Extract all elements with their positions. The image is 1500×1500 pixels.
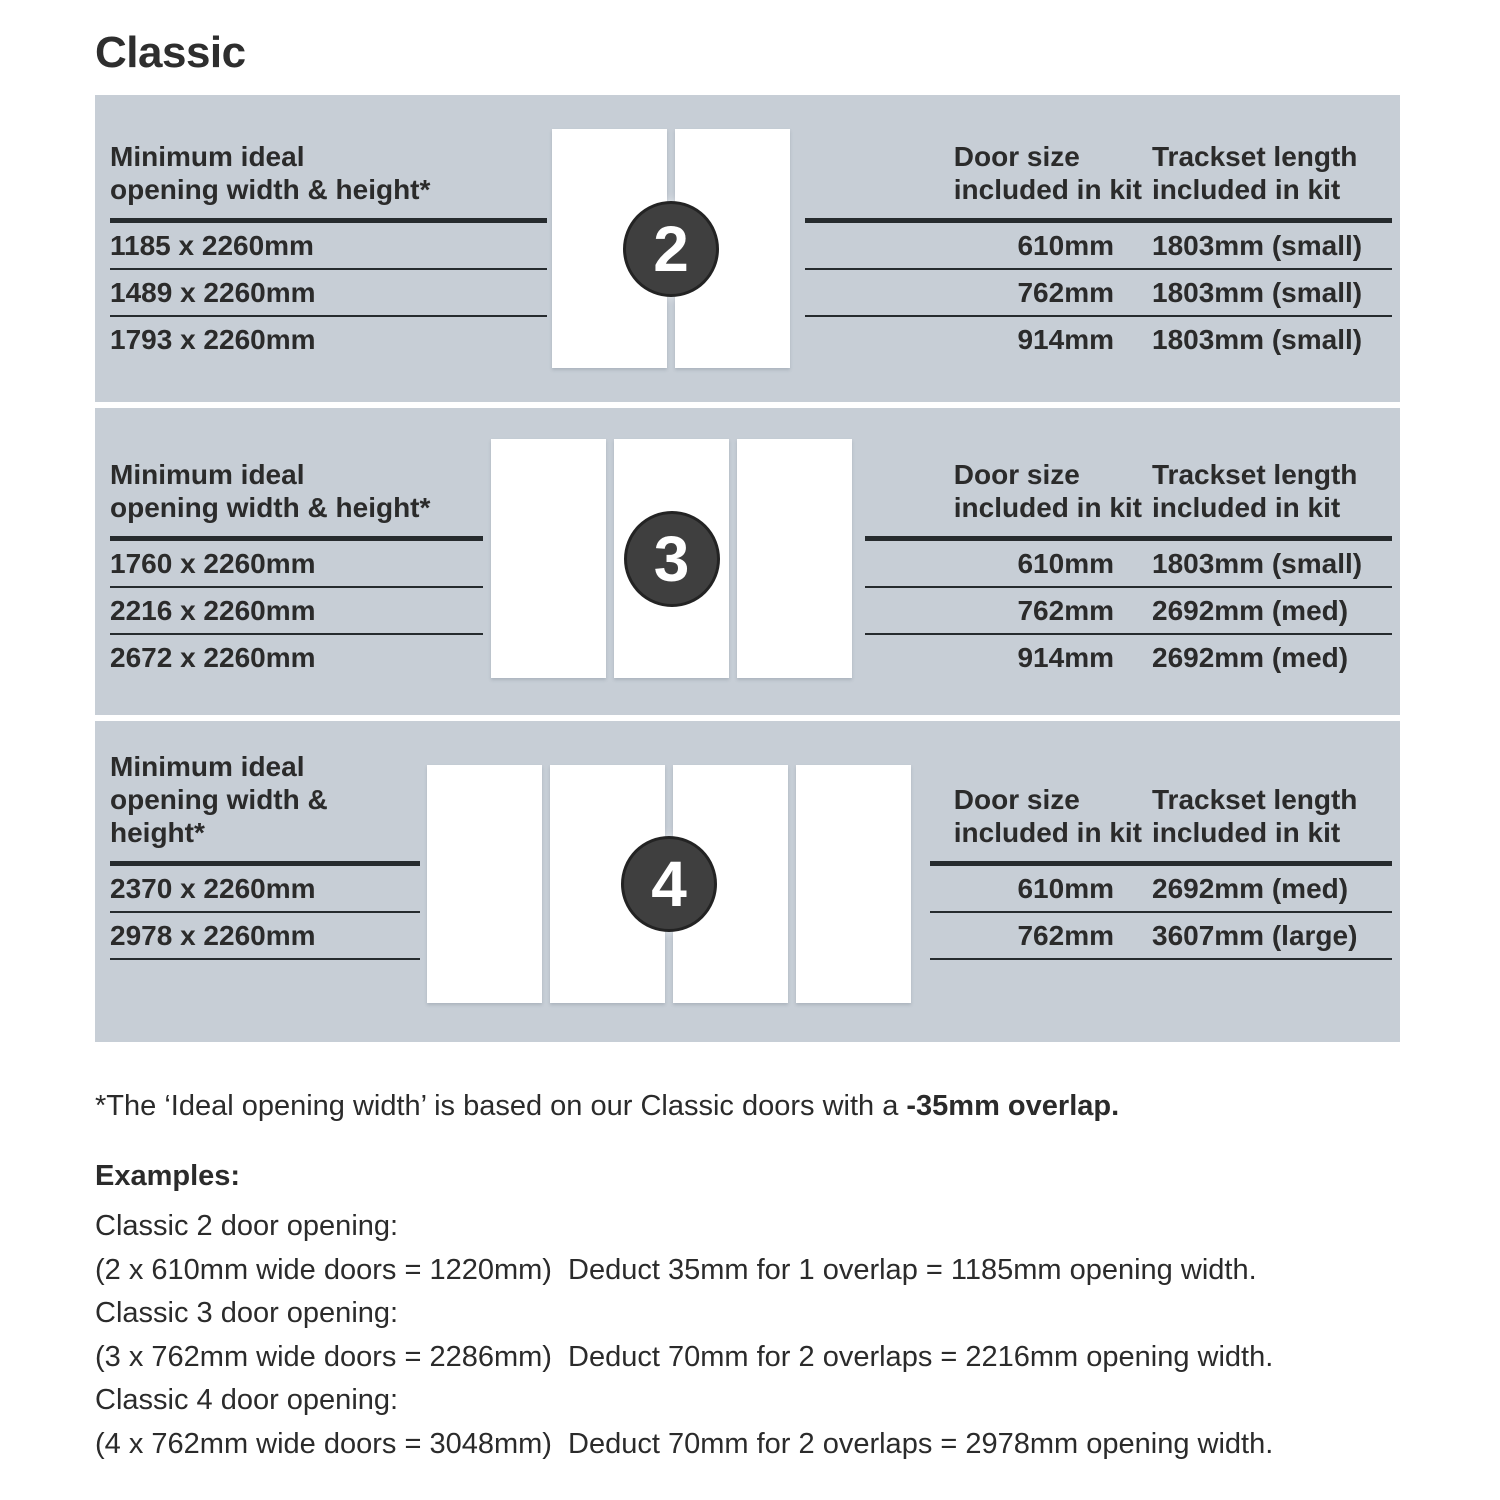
door-panel (427, 765, 542, 1003)
trackset-length-value: 3607mm (large) (1152, 919, 1358, 951)
footnote-text: *The ‘Ideal opening width’ is based on our Classic doors with a (95, 1090, 907, 1122)
door-size-value: 914mm (1017, 641, 1114, 673)
door-panel (491, 439, 606, 678)
examples-heading: Examples: (95, 1160, 241, 1192)
door-size-header-line2: included in kit (953, 174, 1142, 205)
door-count-badge: 3 (624, 511, 720, 607)
trackset-header-line1: Trackset length (1152, 459, 1358, 490)
door-count-badge: 4 (621, 836, 717, 932)
door-size-header (865, 458, 1152, 524)
trackset-header-line2: included in kit (1152, 492, 1341, 523)
door-size-value: 610mm (1017, 229, 1114, 261)
kit-table-4door (930, 783, 1392, 960)
row-rule (110, 958, 420, 960)
table-row (805, 317, 1392, 362)
door-size-header-line1: Door size (953, 141, 1080, 172)
opening-size-value: 2370 x 2260mm (110, 872, 316, 904)
table-row (110, 588, 483, 633)
door-size-value: 610mm (1017, 547, 1114, 579)
table-row (805, 223, 1392, 268)
trackset-length-value: 1803mm (small) (1152, 547, 1363, 579)
trackset-header (1152, 458, 1392, 524)
table-row (110, 317, 547, 362)
example-detail: (4 x 762mm wide doors = 3048mm) Deduct 70mm for 2 overlaps = 2978mm opening width. (95, 1427, 1274, 1460)
opening-size-value: 1793 x 2260mm (110, 323, 316, 355)
examples-list (95, 1205, 1273, 1466)
trackset-length-value: 2692mm (med) (1152, 872, 1349, 904)
door-size-header-line2: included in kit (953, 817, 1142, 848)
door-size-value: 762mm (1017, 276, 1114, 308)
opening-size-header-line1: Minimum ideal (110, 459, 305, 490)
trackset-header-line1: Trackset length (1152, 784, 1358, 815)
door-count-badge: 2 (623, 201, 719, 297)
opening-size-value: 1489 x 2260mm (110, 276, 316, 308)
trackset-length-value: 2692mm (med) (1152, 641, 1349, 673)
door-size-header (805, 140, 1152, 206)
opening-size-header-line1: Minimum ideal (110, 141, 305, 172)
table-row (930, 913, 1392, 958)
example-detail: (2 x 610mm wide doors = 1220mm) Deduct 35mm for 1 overlap = 1185mm opening width. (95, 1253, 1257, 1286)
table-row (110, 270, 547, 315)
table-row (110, 541, 483, 586)
opening-size-value: 2216 x 2260mm (110, 594, 316, 626)
example-label: Classic 3 door opening: (95, 1297, 399, 1329)
trackset-header (1152, 783, 1392, 849)
opening-size-table-2door (110, 140, 547, 362)
trackset-header-line2: included in kit (1152, 174, 1341, 205)
opening-size-header (110, 140, 547, 206)
opening-size-header (110, 458, 483, 524)
door-size-header-line1: Door size (953, 459, 1080, 490)
trackset-length-value: 2692mm (med) (1152, 594, 1349, 626)
door-illustration-2 (552, 129, 790, 368)
trackset-length-value: 1803mm (small) (1152, 229, 1363, 261)
footnote-bold-text: -35mm overlap. (906, 1090, 1120, 1122)
overlap-footnote (95, 1090, 1119, 1123)
trackset-header-line2: included in kit (1152, 817, 1341, 848)
door-illustration-4 (427, 765, 911, 1003)
table-row (110, 913, 420, 958)
table-row (110, 866, 420, 911)
trackset-length-value: 1803mm (small) (1152, 276, 1363, 308)
row-rule (930, 958, 1392, 960)
table-row (865, 541, 1392, 586)
opening-size-header-line2: opening width & height* (110, 174, 431, 205)
page-title: Classic (95, 28, 246, 77)
opening-size-value: 2978 x 2260mm (110, 919, 316, 951)
opening-size-header-line2: opening width & height* (110, 492, 431, 523)
spec-panel (95, 95, 1400, 1042)
example-detail: (3 x 762mm wide doors = 2286mm) Deduct 70mm for 2 overlaps = 2216mm opening width. (95, 1340, 1274, 1373)
door-size-value: 610mm (1017, 872, 1114, 904)
trackset-length-value: 1803mm (small) (1152, 323, 1363, 355)
kit-table-header (805, 140, 1392, 206)
trackset-header-line1: Trackset length (1152, 141, 1358, 172)
door-panel (737, 439, 852, 678)
door-size-header (930, 783, 1152, 849)
table-row (930, 866, 1392, 911)
kit-table-2door (805, 140, 1392, 362)
opening-size-table-3door (110, 458, 483, 680)
example-label: Classic 2 door opening: (95, 1210, 399, 1242)
kit-table-3door (865, 458, 1392, 680)
opening-size-header (110, 751, 420, 849)
table-row (865, 588, 1392, 633)
opening-size-value: 1760 x 2260mm (110, 547, 316, 579)
table-row (110, 635, 483, 680)
opening-size-table-4door (110, 751, 420, 960)
door-size-header-line1: Door size (953, 784, 1080, 815)
opening-size-value: 1185 x 2260mm (110, 229, 314, 261)
section-2-door (95, 95, 1400, 402)
door-size-header-line2: included in kit (953, 492, 1142, 523)
door-size-value: 762mm (1017, 919, 1114, 951)
trackset-header (1152, 140, 1392, 206)
table-row (805, 270, 1392, 315)
door-size-value: 762mm (1017, 594, 1114, 626)
opening-size-header-line1: Minimum ideal (110, 751, 305, 782)
section-4-door (95, 721, 1400, 1042)
table-row (110, 223, 547, 268)
door-illustration-3 (491, 439, 852, 678)
opening-size-value: 2672 x 2260mm (110, 641, 316, 673)
door-size-value: 914mm (1017, 323, 1114, 355)
section-3-door (95, 408, 1400, 715)
opening-size-header-line2: opening width & height* (110, 784, 328, 848)
example-label: Classic 4 door opening: (95, 1384, 399, 1416)
kit-table-header (930, 783, 1392, 849)
kit-table-header (865, 458, 1392, 524)
table-row (865, 635, 1392, 680)
door-panel (796, 765, 911, 1003)
